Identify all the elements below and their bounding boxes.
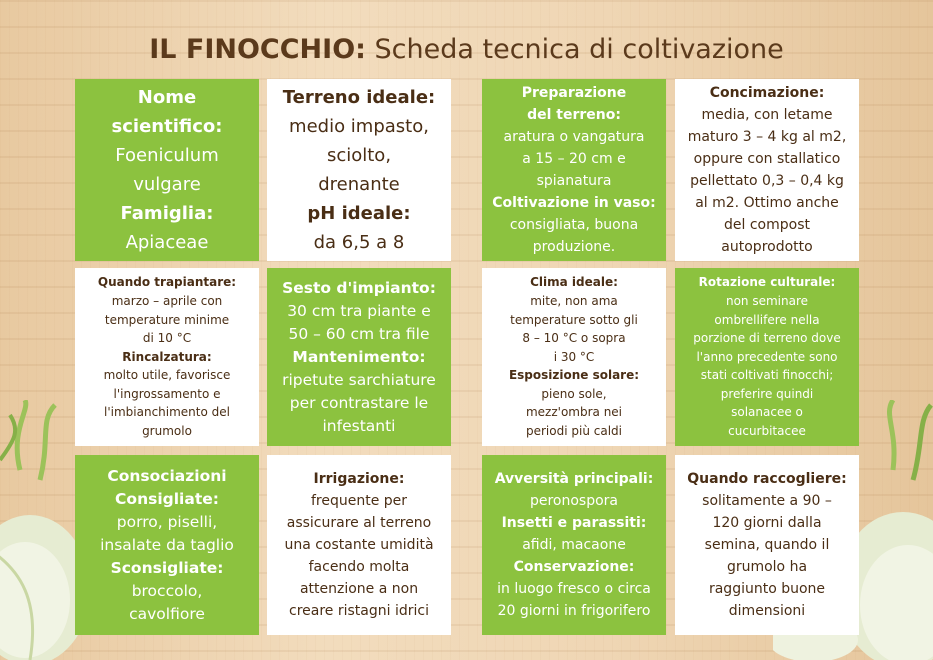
card-text: solitamente a 90 – (702, 493, 832, 509)
card-text: Rotazione culturale: (698, 275, 836, 290)
title-bold: IL FINOCCHIO: (149, 34, 366, 65)
card-nome-scientifico (75, 79, 259, 261)
card-text: produzione. (532, 239, 616, 255)
card-text: Concimazione: (709, 85, 825, 101)
card-text: mite, non ama (530, 293, 618, 308)
card-text: dimensioni (728, 603, 806, 619)
card-text: frequente per (310, 493, 408, 509)
card-text: 8 – 10 °C o sopra (522, 331, 626, 346)
card-text: Sesto d'impianto: (282, 278, 436, 297)
card-avversita (482, 455, 666, 635)
card-text: Foeniculum (115, 145, 219, 166)
card-text: stati coltivati finocchi; (700, 368, 834, 383)
card-text: oppure con stallatico (693, 151, 841, 167)
card-text: preferire quindi (720, 386, 814, 401)
card-text: marzo – aprile con (111, 293, 223, 308)
card-text: broccolo, (131, 581, 203, 600)
card-text: aratura o vangatura (503, 129, 645, 145)
card-text: vulgare (133, 174, 201, 195)
card-text: Rincalzatura: (122, 349, 212, 364)
card-text: periodi più caldi (526, 424, 622, 439)
card-text: scientifico: (111, 116, 223, 137)
card-text: del compost (724, 217, 810, 233)
card-text: raggiunto buone (708, 581, 826, 597)
card-text: afidi, macaone (522, 537, 626, 553)
card-text: drenante (318, 174, 400, 195)
card-text: di 10 °C (142, 331, 192, 346)
card-text: non seminare (725, 293, 809, 308)
card-text: spianatura (536, 173, 612, 189)
card-terreno-ideale (267, 79, 451, 261)
card-text: consigliata, buona (509, 217, 639, 233)
card-text: Consociazioni (107, 466, 227, 485)
card-preparazione-terreno (482, 79, 666, 261)
card-text: al m2. Ottimo anche (695, 195, 839, 211)
card-text: solanacee o (731, 405, 803, 420)
card-text: una costante umidità (284, 537, 434, 553)
card-text: 20 giorni in frigorifero (497, 603, 651, 619)
card-text: Quando raccogliere: (687, 471, 847, 487)
card-text: del terreno: (527, 107, 621, 123)
card-text: peronospora (529, 493, 619, 509)
card-text: temperature sotto gli (510, 312, 638, 327)
card-text: i 30 °C (553, 349, 595, 364)
title-rest: Scheda tecnica di coltivazione (365, 34, 784, 65)
card-text: porro, piselli, (116, 512, 218, 531)
card-irrigazione (267, 455, 451, 635)
card-text: mezz'ombra nei (525, 405, 623, 420)
card-sesto-impianto (267, 268, 451, 446)
card-text: Esposizione solare: (508, 368, 640, 383)
card-text: Nome (137, 87, 197, 108)
card-clima-ideale (482, 268, 666, 446)
card-text: autoprodotto (721, 239, 813, 255)
card-text: Quando trapiantare: (97, 275, 237, 290)
card-text: Terreno ideale: (282, 87, 436, 108)
card-text: l'imbianchimento del (104, 405, 230, 420)
card-text: insalate da taglio (100, 535, 234, 554)
card-text: Conservazione: (513, 559, 635, 575)
page-title (0, 34, 933, 65)
card-text: 30 cm tra piante e (287, 301, 431, 320)
card-text: per contrastare le (289, 393, 429, 412)
card-text: Mantenimento: (292, 347, 426, 366)
card-text: attenzione a non (299, 581, 419, 597)
card-text: pieno sole, (541, 386, 607, 401)
card-text: l'ingrossamento e (113, 386, 221, 401)
card-text: facendo molta (308, 559, 410, 575)
card-text: temperature minime (104, 312, 230, 327)
card-text: grumolo ha (726, 559, 808, 575)
card-text: Insetti e parassiti: (501, 515, 647, 531)
card-text: Famiglia: (120, 203, 214, 224)
card-text: Irrigazione: (313, 471, 405, 487)
card-text: infestanti (322, 416, 396, 435)
card-rotazione-culturale (675, 268, 859, 446)
card-quando-raccogliere (675, 455, 859, 635)
card-text: pH ideale: (307, 203, 411, 224)
card-consociazioni (75, 455, 259, 635)
card-text: a 15 – 20 cm e (522, 151, 626, 167)
card-text: da 6,5 a 8 (313, 232, 405, 253)
card-text: Sconsigliate: (110, 558, 224, 577)
card-concimazione (675, 79, 859, 261)
card-text: media, con letame (701, 107, 833, 123)
card-text: grumolo (142, 424, 192, 439)
card-quando-trapiantare (75, 268, 259, 446)
card-text: ripetute sarchiature (282, 370, 436, 389)
card-text: l'anno precedente sono (696, 349, 838, 364)
card-text: ombrellifere nella (714, 312, 820, 327)
card-text: cucurbitacee (728, 424, 806, 439)
card-text: creare ristagni idrici (289, 603, 429, 619)
card-text: 50 – 60 cm tra file (288, 324, 430, 343)
card-text: molto utile, favorisce (103, 368, 231, 383)
card-text: Avversità principali: (494, 471, 654, 487)
card-text: maturo 3 – 4 kg al m2, (687, 129, 847, 145)
card-text: sciolto, (326, 145, 392, 166)
card-text: 120 giorni dalla (712, 515, 822, 531)
card-text: Clima ideale: (530, 275, 618, 290)
card-text: in luogo fresco o circa (497, 581, 651, 597)
card-text: Consigliate: (115, 489, 219, 508)
card-text: Coltivazione in vaso: (492, 195, 656, 211)
card-text: cavolfiore (129, 604, 205, 623)
card-text: pellettato 0,3 – 0,4 kg (690, 173, 844, 189)
card-text: Apiaceae (125, 232, 209, 253)
card-text: porzione di terreno dove (693, 331, 841, 346)
card-text: Preparazione (521, 85, 627, 101)
card-text: semina, quando il (704, 537, 830, 553)
card-text: assicurare al terreno (286, 515, 432, 531)
card-text: medio impasto, (289, 116, 429, 137)
